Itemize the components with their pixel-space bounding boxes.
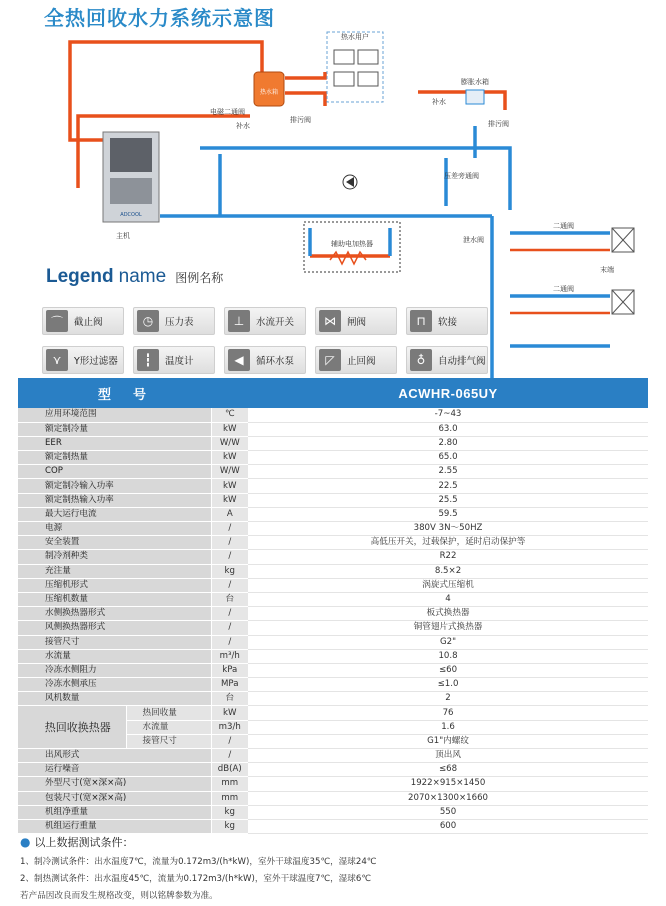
spec-param: 额定制冷量 (18, 422, 211, 436)
legend-label: 自动排气阀 (438, 356, 486, 367)
spec-unit: kg (211, 819, 248, 833)
svg-text:压差旁通阀: 压差旁通阀 (444, 172, 479, 180)
test-conditions-notes (20, 834, 650, 906)
svg-text:热水用户: 热水用户 (341, 33, 369, 41)
hot-water-tank (254, 72, 284, 106)
flow-switch-icon: ⊥ (228, 310, 250, 332)
legend-item (315, 307, 397, 335)
legend-label: 温度计 (165, 356, 194, 367)
spec-row (18, 564, 648, 578)
legend-label: 止回阀 (347, 356, 376, 367)
spec-value: ≤1.0 (248, 678, 648, 692)
check-valve-icon: ◸ (319, 349, 341, 371)
spec-value: 2.80 (248, 436, 648, 450)
spec-row (18, 749, 648, 763)
spec-row (18, 451, 648, 465)
spec-param: 水流量 (126, 720, 211, 734)
spec-unit: 台 (211, 592, 248, 606)
spec-param: 包装尺寸(宽×深×高) (18, 791, 211, 805)
spec-param: 制冷剂种类 (18, 550, 211, 564)
main-unit (103, 132, 159, 222)
soft-joint-icon: ⊓ (410, 310, 432, 332)
spec-param: 运行噪音 (18, 763, 211, 777)
spec-row (18, 706, 648, 720)
legend-title: Legend name 图例名称 (46, 266, 224, 287)
spec-value: G2" (248, 635, 648, 649)
spec-param: COP (18, 465, 211, 479)
svg-text:电磁二通阀: 电磁二通阀 (210, 108, 245, 116)
legend-label: 循环水泵 (256, 356, 295, 367)
spec-param: 风侧换热器形式 (18, 621, 211, 635)
legend-label: 软接 (438, 317, 458, 328)
spec-param: 最大运行电流 (18, 507, 211, 521)
svg-text:补水: 补水 (432, 98, 446, 106)
spec-param: 接管尺寸 (126, 734, 211, 748)
legend-item (406, 307, 488, 335)
legend-item (406, 346, 488, 374)
spec-param: 冷冻水侧承压 (18, 678, 211, 692)
legend-label: Y形过滤器 (74, 356, 118, 367)
svg-text:ADCOOL: ADCOOL (120, 212, 142, 218)
spec-param: 水流量 (18, 649, 211, 663)
spec-row (18, 692, 648, 706)
spec-value: 76 (248, 706, 648, 720)
spec-unit: W/W (211, 465, 248, 479)
svg-text:热水箱: 热水箱 (259, 89, 279, 96)
notes-heading: ● 以上数据测试条件： (20, 835, 134, 849)
hot-water-user-box (327, 32, 383, 102)
spec-param: 充注量 (18, 564, 211, 578)
legend-label: 截止阀 (74, 317, 103, 328)
spec-unit: / (211, 621, 248, 635)
spec-unit: / (211, 536, 248, 550)
spec-unit: / (211, 578, 248, 592)
spec-value: ≤60 (248, 663, 648, 677)
svg-text:辅助电加热器: 辅助电加热器 (331, 240, 373, 248)
spec-param: 水侧换热器形式 (18, 607, 211, 621)
spec-param: 热回收量 (126, 706, 211, 720)
spec-param: 应用环境范围 (18, 408, 211, 422)
legend-grid (42, 307, 486, 374)
circulation-pump-icon: ◀ (228, 349, 250, 371)
spec-unit: kPa (211, 663, 248, 677)
spec-value: 1.6 (248, 720, 648, 734)
pressure-gauge-icon: ◷ (137, 310, 159, 332)
spec-unit: / (211, 635, 248, 649)
spec-value: 10.8 (248, 649, 648, 663)
spec-value: 63.0 (248, 422, 648, 436)
spec-unit: / (211, 550, 248, 564)
svg-text:排污阀: 排污阀 (290, 116, 311, 124)
legend-item (224, 346, 306, 374)
legend-item (42, 307, 124, 335)
spec-value: 2070×1300×1660 (248, 791, 648, 805)
thermometer-icon: ┇ (137, 349, 159, 371)
note-line: 2、制热测试条件：出水温度45℃，流量为0.172m3/(h*kW)，室外干球温度7℃，湿球6℃ (20, 874, 371, 884)
spec-row (18, 621, 648, 635)
spec-param: 机组净重量 (18, 805, 211, 819)
spec-unit: mm (211, 777, 248, 791)
spec-row (18, 592, 648, 606)
spec-param: 机组运行重量 (18, 819, 211, 833)
spec-value: 59.5 (248, 507, 648, 521)
page-title: 全热回收水力系统示意图 (44, 6, 275, 30)
spec-param: EER (18, 436, 211, 450)
spec-table-wrap (18, 378, 648, 834)
spec-row (18, 678, 648, 692)
spec-unit: / (211, 749, 248, 763)
spec-row (18, 465, 648, 479)
legend-label: 水流开关 (256, 317, 295, 328)
spec-unit: mm (211, 791, 248, 805)
spec-row (18, 805, 648, 819)
cut-off-valve-icon: ⌒ (46, 310, 68, 332)
svg-text:泄水阀: 泄水阀 (463, 236, 484, 244)
spec-unit: kW (211, 422, 248, 436)
spec-row (18, 819, 648, 833)
spec-row (18, 607, 648, 621)
spec-value: 380V 3N～50HZ (248, 522, 648, 536)
spec-value: 铜管翅片式换热器 (248, 621, 648, 635)
spec-unit: ℃ (211, 408, 248, 422)
model-value: ACWHR-065UY (248, 378, 648, 408)
spec-param: 出风形式 (18, 749, 211, 763)
spec-value: 600 (248, 819, 648, 833)
spec-value: 65.0 (248, 451, 648, 465)
spec-value: 8.5×2 (248, 564, 648, 578)
spec-row (18, 408, 648, 422)
legend-item (315, 346, 397, 374)
spec-value: 板式换热器 (248, 607, 648, 621)
spec-row (18, 649, 648, 663)
spec-table-header (18, 378, 648, 408)
spec-value: 顶出风 (248, 749, 648, 763)
spec-param: 风机数量 (18, 692, 211, 706)
spec-row (18, 493, 648, 507)
spec-value: 2.55 (248, 465, 648, 479)
spec-unit: kW (211, 451, 248, 465)
spec-row (18, 479, 648, 493)
gate-valve-icon: ⋈ (319, 310, 341, 332)
spec-value: 22.5 (248, 479, 648, 493)
spec-unit: W/W (211, 436, 248, 450)
spec-param: 额定制热量 (18, 451, 211, 465)
spec-unit: MPa (211, 678, 248, 692)
spec-value: -7~43 (248, 408, 648, 422)
spec-unit: A (211, 507, 248, 521)
spec-unit: kW (211, 479, 248, 493)
spec-unit: / (211, 607, 248, 621)
legend-item (42, 346, 124, 374)
spec-unit: kW (211, 493, 248, 507)
spec-value: 4 (248, 592, 648, 606)
spec-value: 550 (248, 805, 648, 819)
spec-unit: dB(A) (211, 763, 248, 777)
spec-param: 冷冻水侧阻力 (18, 663, 211, 677)
spec-row (18, 635, 648, 649)
legend-item (224, 307, 306, 335)
svg-text:二通阀: 二通阀 (553, 285, 574, 293)
spec-value: 高低压开关，过载保护，延时启动保护等 (248, 536, 648, 550)
spec-unit: kW (211, 706, 248, 720)
spec-row (18, 550, 648, 564)
spec-row (18, 663, 648, 677)
spec-value: G1"内螺纹 (248, 734, 648, 748)
svg-text:排污阀: 排污阀 (488, 120, 509, 128)
note-line: 1、制冷测试条件：出水温度7℃，流量为0.172m3/(h*kW)，室外干球温度35℃，湿球24℃ (20, 857, 377, 867)
aux-heater (304, 222, 400, 272)
spec-unit: / (211, 734, 248, 748)
spec-row (18, 578, 648, 592)
terminal-units (612, 228, 634, 314)
svg-text:末端: 末端 (600, 266, 614, 274)
svg-text:二通阀: 二通阀 (553, 222, 574, 230)
svg-text:补水: 补水 (236, 122, 250, 130)
note-line: 若产品因改良而发生规格改变，则以铭牌参数为准。 (20, 891, 218, 901)
heat-recovery-group-label: 热回收换热器 (18, 706, 126, 749)
spec-value: R22 (248, 550, 648, 564)
spec-row (18, 791, 648, 805)
spec-value: ≤68 (248, 763, 648, 777)
spec-row (18, 777, 648, 791)
spec-param: 压缩机形式 (18, 578, 211, 592)
legend-label: 闸阀 (347, 317, 367, 328)
svg-text:膨胀水箱: 膨胀水箱 (461, 78, 489, 86)
spec-value: 2 (248, 692, 648, 706)
spec-param: 额定制冷输入功率 (18, 479, 211, 493)
spec-param: 接管尺寸 (18, 635, 211, 649)
spec-unit: 台 (211, 692, 248, 706)
spec-row (18, 522, 648, 536)
spec-param: 安全装置 (18, 536, 211, 550)
spec-value: 25.5 (248, 493, 648, 507)
spec-unit: / (211, 522, 248, 536)
legend-label: 压力表 (165, 317, 194, 328)
spec-value: 涡旋式压缩机 (248, 578, 648, 592)
spec-value: 1922×915×1450 (248, 777, 648, 791)
y-filter-icon: ⋎ (46, 349, 68, 371)
spec-row (18, 536, 648, 550)
spec-param: 压缩机数量 (18, 592, 211, 606)
legend-item (133, 346, 215, 374)
spec-param: 额定制热输入功率 (18, 493, 211, 507)
svg-text:主机: 主机 (116, 232, 130, 240)
spec-row (18, 436, 648, 450)
spec-row (18, 507, 648, 521)
spec-unit: kg (211, 564, 248, 578)
spec-param: 电源 (18, 522, 211, 536)
spec-unit: kg (211, 805, 248, 819)
spec-table (18, 378, 648, 834)
spec-unit: m³/h (211, 649, 248, 663)
spec-row (18, 422, 648, 436)
spec-row (18, 763, 648, 777)
auto-air-vent-icon: ♁ (410, 349, 432, 371)
model-header: 型号 (18, 378, 248, 408)
spec-unit: m3/h (211, 720, 248, 734)
spec-param: 外型尺寸(宽×深×高) (18, 777, 211, 791)
legend-item (133, 307, 215, 335)
